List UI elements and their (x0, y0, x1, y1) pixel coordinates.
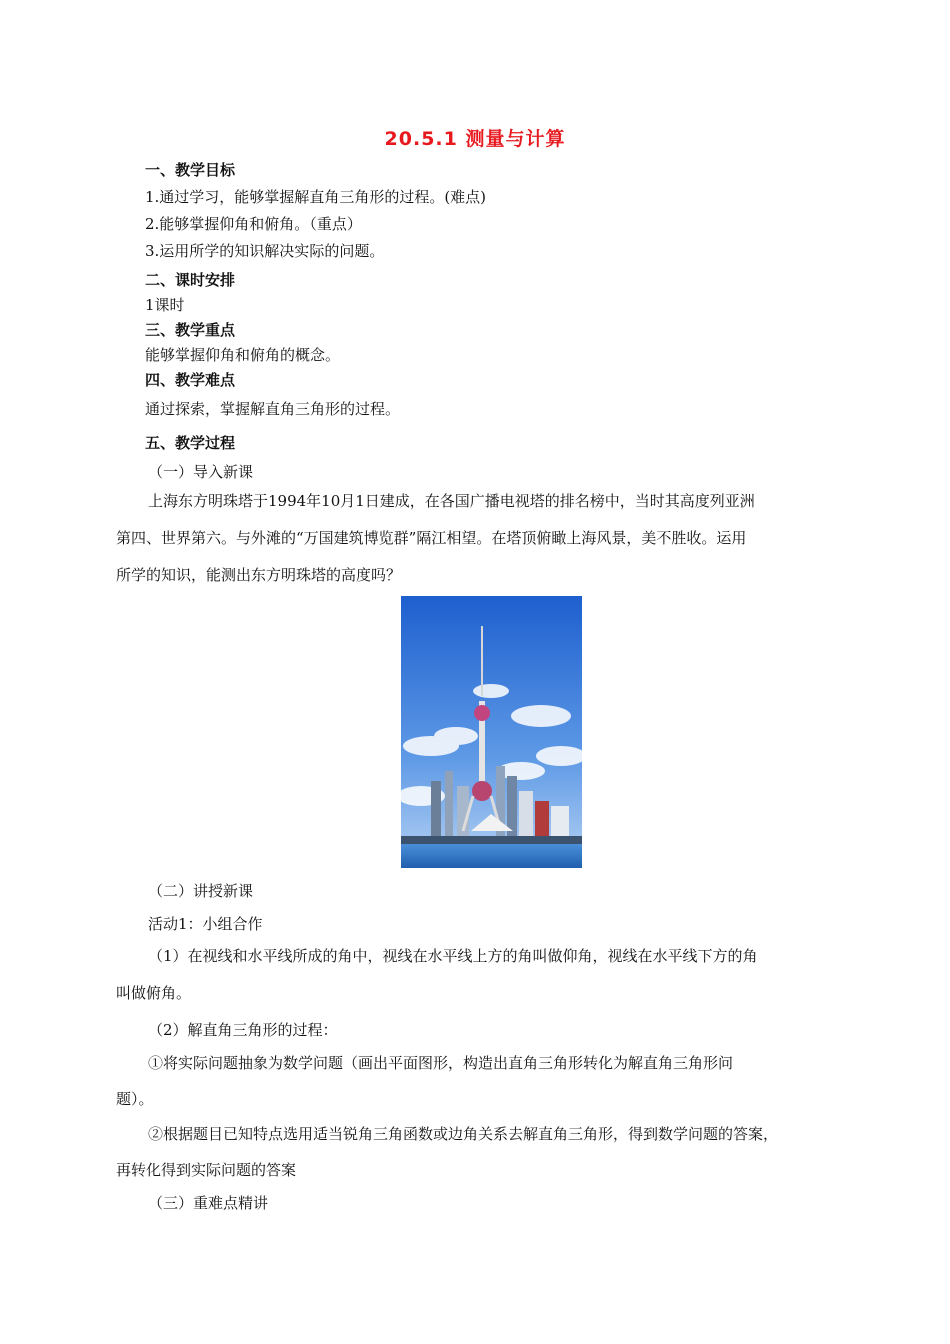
paragraph-line: 第四、世界第六。与外滩的“万国建筑博览群”隔江相望。在塔顶俯瞰上海风景，美不胜收。运用 (116, 529, 747, 547)
section-heading-process: 五、教学过程 (145, 434, 236, 452)
paragraph-line: 上海东方明珠塔于1994年10月1日建成，在各国广播电视塔的排名榜中，当时其高度列亚洲 (148, 492, 755, 510)
subsection-heading: （一）导入新课 (148, 463, 254, 481)
paragraph-line: ①将实际问题抽象为数学问题（画出平面图形，构造出直角三角形转化为解直角三角形问 (148, 1054, 734, 1072)
paragraph-line: （2）解直角三角形的过程： (148, 1021, 338, 1039)
schedule-text: 1课时 (145, 296, 185, 314)
objective-item: 2.能够掌握仰角和俯角。（重点） (145, 215, 362, 233)
subsection-heading: （三）重难点精讲 (148, 1194, 269, 1212)
oriental-pearl-tower-photo (401, 596, 582, 868)
section-heading-objectives: 一、教学目标 (145, 161, 236, 179)
objective-item: 3.运用所学的知识解决实际的问题。 (145, 242, 385, 260)
section-heading-difficulties: 四、教学难点 (145, 371, 236, 389)
section-heading-schedule: 二、课时安排 (145, 271, 236, 289)
paragraph-line: 叫做俯角。 (116, 984, 192, 1002)
paragraph-line: ②根据题目已知特点选用适当锐角三角函数或边角关系去解直角三角形，得到数学问题的答案， (148, 1125, 779, 1143)
paragraph-line: （1）在视线和水平线所成的角中，视线在水平线上方的角叫做仰角，视线在水平线下方的角 (148, 947, 758, 965)
paragraph-line: 题）。 (116, 1090, 154, 1108)
paragraph-line: 所学的知识，能测出东方明珠塔的高度吗？ (116, 566, 402, 584)
section-heading-key-points: 三、教学重点 (145, 321, 236, 339)
page-title: 20.5.1 测量与计算 (384, 128, 566, 150)
activity-label: 活动1：小组合作 (148, 915, 263, 933)
key-points-text: 能够掌握仰角和俯角的概念。 (145, 346, 341, 364)
paragraph-line: 再转化得到实际问题的答案 (116, 1161, 297, 1179)
subsection-heading: （二）讲授新课 (148, 882, 254, 900)
difficulties-text: 通过探索，掌握解直角三角形的过程。 (145, 400, 401, 418)
skyline-illustration (401, 596, 582, 868)
objective-item: 1.通过学习，能够掌握解直角三角形的过程。(难点) (145, 188, 487, 206)
